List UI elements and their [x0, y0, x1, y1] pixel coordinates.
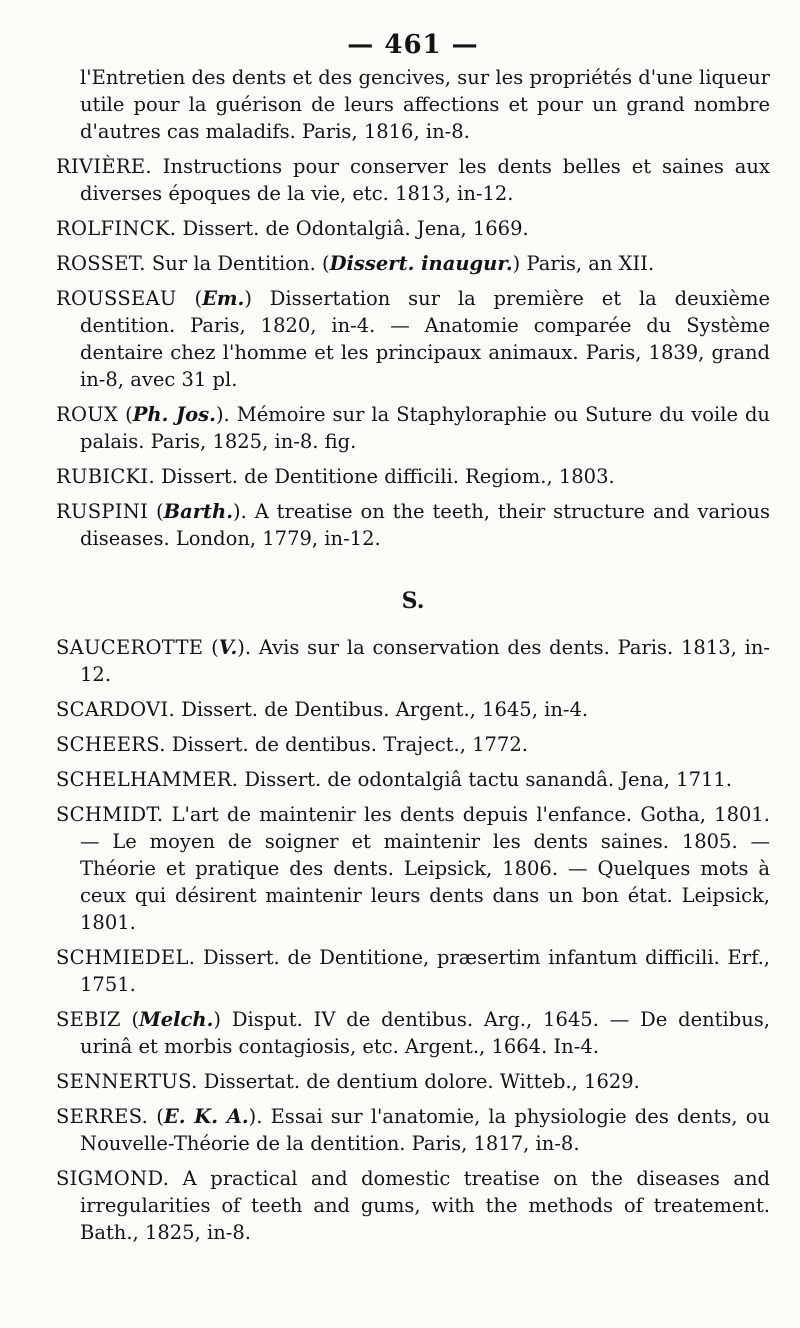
list-item — [56, 801, 770, 936]
author-name: SCHMIEDEL. — [56, 946, 196, 969]
entry-pre: ( — [148, 500, 164, 523]
list-item — [56, 64, 770, 145]
entry-pre: ( — [203, 636, 219, 659]
author-name: SIGMOND. — [56, 1167, 170, 1190]
entry-text: Dissertat. de dentium dolore. Witteb., 1629. — [197, 1070, 640, 1093]
entry-italic: E. K. A. — [163, 1105, 249, 1128]
list-item — [56, 1068, 770, 1095]
entry-italic: Ph. Jos. — [132, 403, 216, 426]
list-item — [56, 463, 770, 490]
author-name: SENNERTUS. — [56, 1070, 198, 1093]
list-item — [56, 498, 770, 552]
author-name: SERRES. — [56, 1105, 149, 1128]
entry-text: Dissert. de Dentitione difficili. Regiom., 1803. — [154, 465, 615, 488]
author-name: SAUCEROTTE — [56, 636, 204, 659]
entry-pre: ( — [118, 403, 133, 426]
list-item — [56, 766, 770, 793]
entry-text: ). Mémoire sur la Staphyloraphie ou Suture du voile du palais. Paris, 1825, in-8. fig. — [80, 403, 770, 453]
list-item — [56, 696, 770, 723]
section-letter: S. — [401, 588, 425, 614]
entry-text: ). Essai sur l'anatomie, la physiologie des dents, ou Nouvelle-Théorie de la dentition. Paris, 1817, in-8. — [80, 1105, 770, 1155]
author-name: ROSSET. — [56, 252, 146, 275]
entry-pre: ( — [176, 287, 203, 310]
author-name: ROLFINCK. — [56, 217, 177, 240]
entry-italic: Melch. — [139, 1008, 214, 1031]
entry-text: A practical and domestic treatise on the diseases and irregularities of teeth and gums, with the methods of treatement. Bath., 1825, in-8. — [80, 1167, 770, 1244]
entry-italic: Em. — [202, 287, 245, 310]
author-name: SCHMIDT. — [56, 803, 164, 826]
entry-pre: Sur la Dentition. ( — [145, 252, 330, 275]
entries-s — [56, 634, 770, 1246]
entry-text: Dissert. de Odontalgiâ. Jena, 1669. — [176, 217, 529, 240]
author-name: SCARDOVI. — [56, 698, 176, 721]
list-item — [56, 215, 770, 242]
list-item — [56, 1165, 770, 1246]
entry-italic: Barth. — [163, 500, 234, 523]
list-item — [56, 250, 770, 277]
entry-text: ) Dissertation sur la première et la deuxième dentition. Paris, 1820, in-4. — Anatomie comparée du Système dentaire chez l'homme et les principaux animaux. Paris, 1839, grand in-8, avec 31 pl. — [80, 287, 770, 391]
entry-italic: V. — [218, 636, 238, 659]
entry-text: Dissert. de dentibus. Traject., 1772. — [165, 733, 528, 756]
author-name: ROUX — [56, 403, 119, 426]
page-number: — 461 — — [347, 30, 479, 60]
author-name: ROUSSEAU — [56, 287, 177, 310]
entry-text: Dissert. de Dentitione, præsertim infantum difficili. Erf., 1751. — [80, 946, 770, 996]
entry-text: Instructions pour conserver les dents belles et saines aux diverses époques de la vie, etc. 1813, in-12. — [80, 155, 770, 205]
list-item — [56, 634, 770, 688]
list-item — [56, 401, 770, 455]
entry-pre: ( — [148, 1105, 164, 1128]
entry-text: l'Entretien des dents et des gencives, sur les propriétés d'une liqueur utile pour la guérison de leurs affections et pour un grand nombre d'autres cas maladifs. Paris, 1816, in-8. — [80, 66, 770, 143]
entry-text: ). A treatise on the teeth, their structure and various diseases. London, 1779, in-12. — [80, 500, 770, 550]
list-item — [56, 285, 770, 393]
entry-italic: Dissert. inaugur. — [329, 252, 513, 275]
author-name: RUSPINI — [56, 500, 149, 523]
entry-text: ) Paris, an XII. — [512, 252, 655, 275]
author-name: RUBICKI. — [56, 465, 155, 488]
author-name: SEBIZ — [56, 1008, 121, 1031]
list-item — [56, 153, 770, 207]
author-name: RIVIÈRE. — [56, 155, 152, 178]
entry-text: ) Disput. IV de dentibus. Arg., 1645. — De dentibus, urinâ et morbis contagiosis, etc. Argent., 1664. In-4. — [80, 1008, 770, 1058]
list-item — [56, 1103, 770, 1157]
list-item — [56, 731, 770, 758]
entry-text: L'art de maintenir les dents depuis l'enfance. Gotha, 1801. — Le moyen de soigner et maintenir les dents saines. 1805. — Théorie et pratique des dents. Leipsick, 1806. — Quelques mots à ceux qui désirent maintenir leurs dents dans un bon état. Leipsick, 1801. — [80, 803, 770, 934]
entry-text: ). Avis sur la conservation des dents. Paris. 1813, in-12. — [80, 636, 771, 686]
list-item — [56, 1006, 770, 1060]
list-item — [56, 944, 770, 998]
entries-r — [56, 64, 770, 552]
entry-text: Dissert. de odontalgiâ tactu sanandâ. Jena, 1711. — [238, 768, 733, 791]
author-name: SCHEERS. — [56, 733, 166, 756]
entry-text: Dissert. de Dentibus. Argent., 1645, in-4. — [175, 698, 589, 721]
author-name: SCHELHAMMER. — [56, 768, 239, 791]
entry-pre: ( — [120, 1008, 140, 1031]
